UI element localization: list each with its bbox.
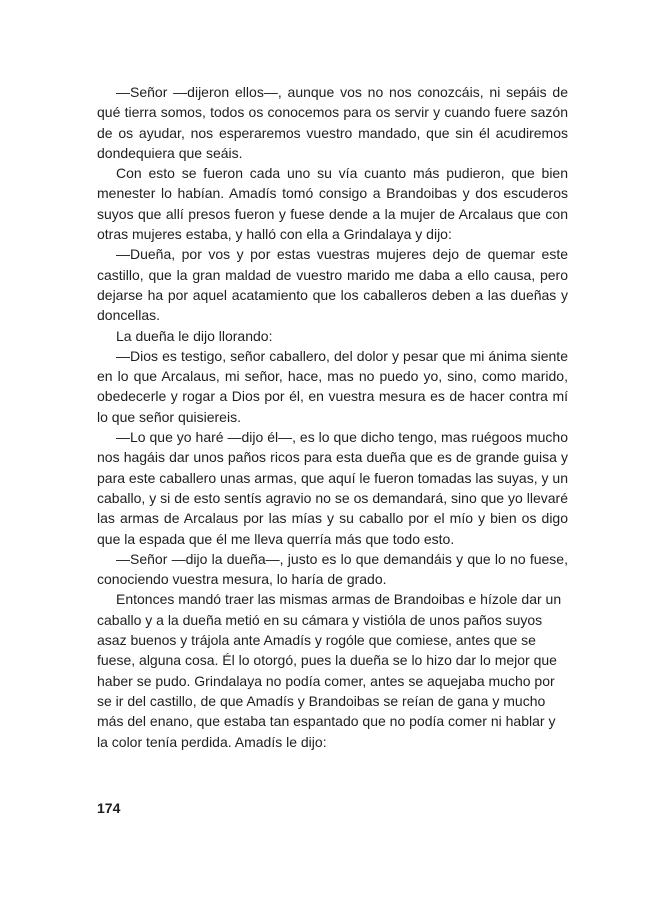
paragraph: —Señor —dijeron ellos—, aunque vos no nos conozcáis, ni sepáis de qué tierra somos, todos os conocemos para os servir y cuando fuere sazón de os ayudar, nos esperaremos vuestro mandado, que sin él acudiremos dondequiera que seáis. xyxy=(97,84,568,161)
paragraph: Con esto se fueron cada uno su vía cuanto más pudieron, que bien menester lo habían. Amadís tomó consigo a Brandoibas y dos escuderos suyos que allí presos fueron y fuese dende a la mujer de Arcalaus que con otras mujeres estaba, y halló con ella a Grindalaya y dijo: xyxy=(97,165,568,243)
paragraph: —Lo que yo haré —dijo él—, es lo que dicho tengo, mas ruégoos mucho nos hagáis dar unos paños ricos para esta dueña que es de grande guisa y para este caballero unas armas, que aquí le fueron tomadas las suyas, y un caballo, y si de esto sentís agravio no se os demandará, sino que yo llevaré las armas de Arcalaus por las mías y su caballo por el mío y bien os digo que la espada que él me lleva querría más que todo esto. xyxy=(97,429,568,547)
paragraph: La dueña le dijo llorando: xyxy=(116,327,273,344)
body-text xyxy=(97,82,568,752)
paragraph: —Dueña, por vos y por estas vuestras mujeres dejo de quemar este castillo, que la gran maldad de vuestro marido me daba a ello causa, pero dejarse ha por aquel acatamiento que los caballeros deben a las dueñas y doncellas. xyxy=(97,246,568,324)
paragraph: —Dios es testigo, señor caballero, del dolor y pesar que mi ánima siente en lo que Arcalaus, mi señor, hace, mas no puedo yo, sino, como marido, obedecerle y rogar a Dios por él, en vuestra mesura es de hacer contra mí lo que señor quisiereis. xyxy=(97,347,568,425)
paragraph: Entonces mandó traer las mismas armas de Brandoibas e hízole dar un caballo y a la dueña metió en su cámara y vistióla de unos paños suyos asaz buenos y trájola ante Amadís y rogóle que comiese, antes que se fuese, alguna cosa. Él lo otorgó, pues la dueña se lo hizo dar lo mejor que haber se pudo. Grindalaya no podía comer, antes se aquejaba mucho por se ir del castillo, de que Amadís y Brandoibas se reían de gana y mucho más del enano, que estaba tan espantado que no podía comer ni hablar y la color tenía perdida. Amadís le dijo: xyxy=(97,591,562,750)
page-number: 174 xyxy=(97,800,121,816)
paragraph: —Señor —dijo la dueña—, justo es lo que demandáis y que lo no fuese, conociendo vuestra mesura, lo haría de grado. xyxy=(97,550,568,588)
